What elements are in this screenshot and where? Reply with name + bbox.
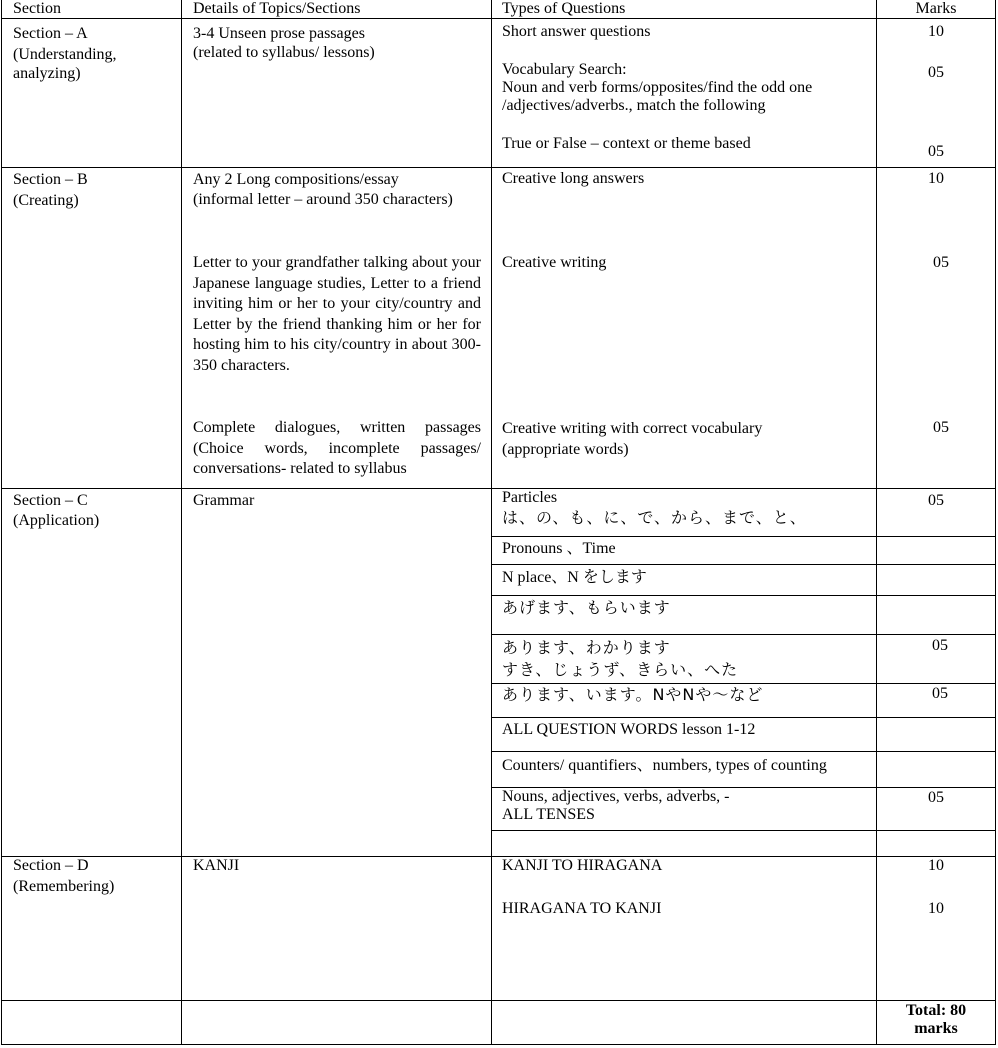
table-border-bottom <box>1 1044 996 1045</box>
table-border-left <box>1 0 2 1045</box>
section-d-marks-1: 10 <box>928 857 944 874</box>
section-d-subtitle: (Remembering) <box>13 878 115 895</box>
section-a-marks-3: 05 <box>928 143 944 160</box>
section-b-details-1: Any 2 Long compositions/essay (informal letter – around 350 characters) <box>193 171 453 208</box>
header-section: Section <box>13 0 61 17</box>
section-c-subtitle: (Application) <box>13 512 100 529</box>
section-a-question-3: True or False – context or theme based <box>502 135 751 152</box>
grammar-marks-particles: 05 <box>928 492 944 509</box>
header-details: Details of Topics/Sections <box>193 0 361 17</box>
section-b-question-3: Creative writing with correct vocabulary (appropriate words) <box>502 420 763 458</box>
row-divider <box>491 830 996 831</box>
column-divider <box>491 0 492 1045</box>
section-a-marks-1: 10 <box>928 23 944 40</box>
section-b-details-3: Complete dialogues, written passages (Choice words, incomplete passages/ conversations- related to syllabus <box>193 419 481 478</box>
row-divider <box>1 167 996 168</box>
section-b-marks-1: 10 <box>928 170 944 187</box>
section-b-marks-2: 05 <box>933 254 949 271</box>
section-b-subtitle: (Creating) <box>13 192 79 209</box>
row-divider <box>491 595 996 596</box>
row-divider <box>491 751 996 752</box>
row-divider <box>491 634 996 635</box>
section-a-name: Section – A <box>13 25 88 42</box>
section-b-question-1: Creative long answers <box>502 170 645 187</box>
grammar-item-pronouns-time: Pronouns 、Time <box>502 540 616 557</box>
row-divider <box>491 717 996 718</box>
section-a-question-2: Vocabulary Search: Noun and verb forms/opposites/find the odd one /adjectives/adverbs., match the following <box>502 61 813 114</box>
row-divider <box>491 564 996 565</box>
grammar-item-arimasu-wakarimasu: あります、わかります すき、じょうず、きらい、へた <box>502 638 739 679</box>
grammar-item-n-place: N place、N をします <box>502 569 647 586</box>
grammar-marks-arimasu-imasu: 05 <box>932 685 948 702</box>
grammar-item-arimasu-imasu: あります、います。NやNや～など <box>502 685 764 704</box>
header-question-types: Types of Questions <box>502 0 626 17</box>
section-b-details-2: Letter to your grandfather talking about your Japanese language studies, Letter to a friend inviting him or her to your city/country and Letter by the friend thanking him or her for hosting him to his city/country in about 300-350 characters. <box>193 254 481 374</box>
section-b-question-2: Creative writing <box>502 254 607 271</box>
grammar-marks-tenses: 05 <box>928 789 944 806</box>
section-c-name: Section – C <box>13 492 88 509</box>
section-d-name: Section – D <box>13 857 89 874</box>
grammar-item-agemasu: あげます、もらいます <box>502 598 671 617</box>
row-divider <box>1 488 996 489</box>
section-d-question-1: KANJI TO HIRAGANA <box>502 857 663 874</box>
total-marks-line-1: Total: 80 <box>905 1002 967 1019</box>
grammar-marks-arimasu-wakarimasu: 05 <box>932 637 948 654</box>
table-border-right <box>995 0 996 1045</box>
section-b-name: Section – B <box>13 171 88 188</box>
row-divider <box>491 536 996 537</box>
grammar-item-tenses: Nouns, adjectives, verbs, adverbs, - ALL TENSES <box>502 788 730 823</box>
section-b-marks-3: 05 <box>933 419 949 436</box>
grammar-item-particles-japanese: は、の、も、に、で、から、まで、と、 <box>502 508 807 527</box>
section-d-marks-2: 10 <box>928 900 944 917</box>
section-a-question-1: Short answer questions <box>502 23 651 40</box>
grammar-item-question-words: ALL QUESTION WORDS lesson 1-12 <box>502 721 756 738</box>
row-divider <box>1 1000 996 1001</box>
column-divider <box>181 0 182 1045</box>
section-d-question-2: HIRAGANA TO KANJI <box>502 900 662 917</box>
section-d-details: KANJI <box>193 857 240 874</box>
section-a-subtitle: (Understanding, analyzing) <box>13 46 117 82</box>
row-divider <box>1 18 996 19</box>
total-marks-line-2: marks <box>914 1020 958 1037</box>
grammar-item-particles: Particles <box>502 489 558 506</box>
row-divider <box>1 856 996 857</box>
section-c-details: Grammar <box>193 492 255 509</box>
grammar-item-counters: Counters/ quantifiers、numbers, types of counting <box>502 757 827 774</box>
section-a-details: 3-4 Unseen prose passages (related to syllabus/ lessons) <box>193 25 375 61</box>
section-a-marks-2: 05 <box>928 64 944 81</box>
header-marks: Marks <box>915 0 957 17</box>
